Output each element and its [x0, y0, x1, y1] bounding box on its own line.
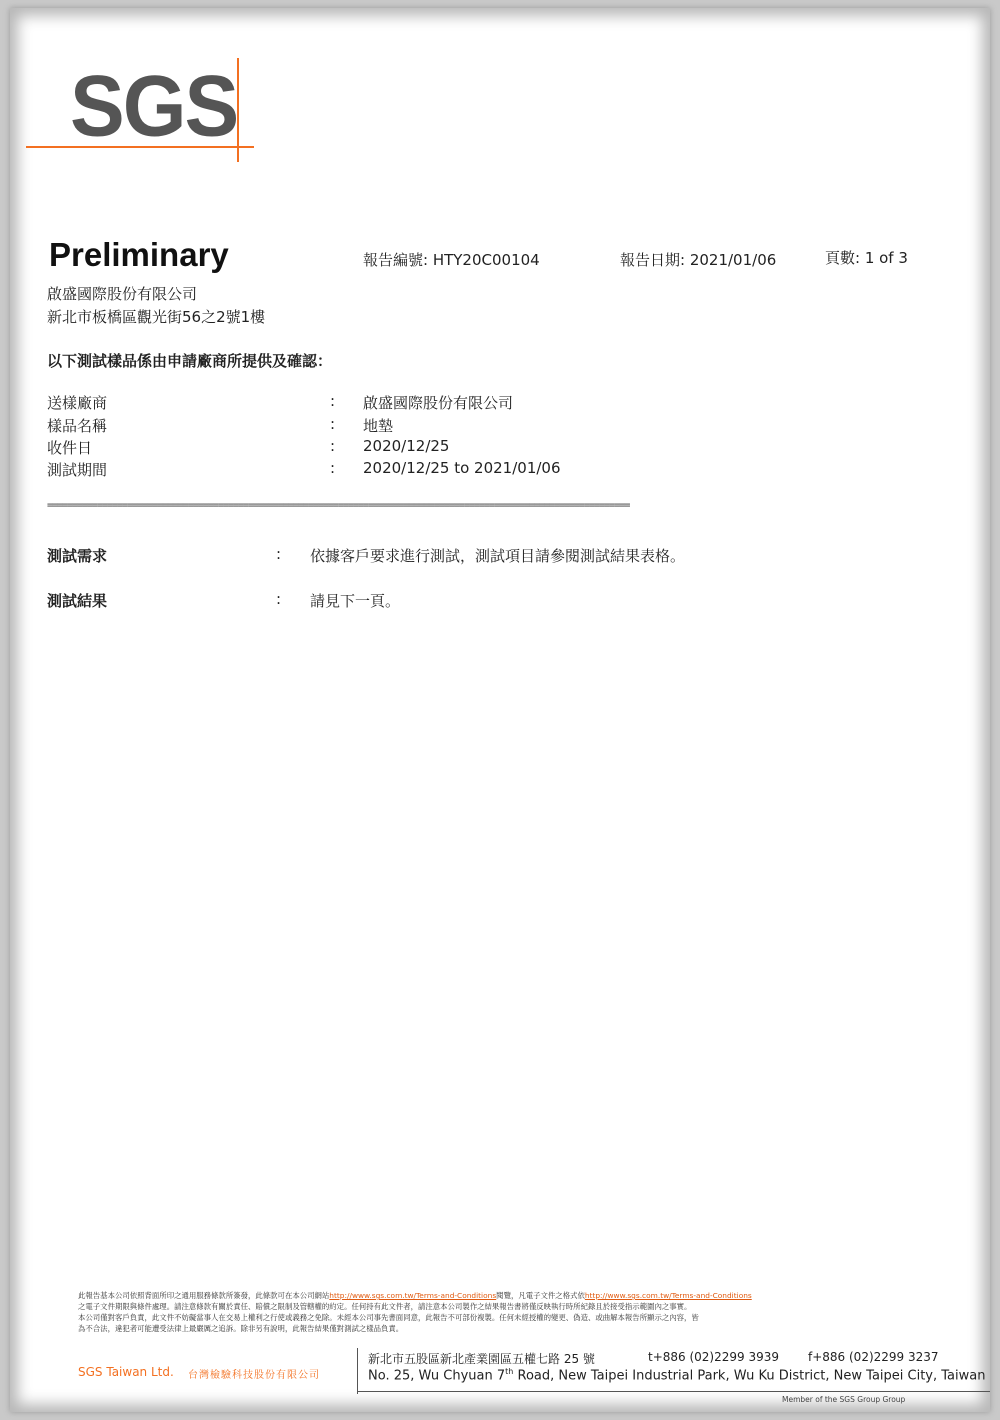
disclaimer-line: [78, 1291, 752, 1301]
report-status: Preliminary: [49, 236, 229, 273]
sample-colon: :: [330, 392, 336, 410]
sample-label: 樣品名稱: [47, 417, 108, 435]
footer-member-note: Member of the SGS Group Group: [782, 1395, 906, 1404]
requirements-label: 測試需求: [47, 547, 108, 565]
results-colon: :: [276, 590, 282, 608]
report-date: 報告日期: 2021/01/06: [620, 251, 777, 269]
report-page: [10, 8, 990, 1412]
intro-statement: 以下測試樣品係由申請廠商所提供及確認：: [47, 352, 333, 370]
address-en-superscript: th: [505, 1367, 514, 1376]
terms-link[interactable]: http://www.sgs.com.tw/Terms-and-Conditions: [329, 1291, 497, 1300]
sample-value: 地墊: [363, 417, 394, 435]
results-value: 請見下一頁。: [310, 592, 401, 610]
sample-value: 啟盛國際股份有限公司: [363, 394, 514, 412]
disclaimer-line: 本公司僅對客戶負責，此文件不妨礙當事人在交易上權利之行使或義務之免除。未經本公司事先書面同意，此報告不可部份複製。任何未經授權的變更、偽造、或曲解本報告所顯示之內容，皆: [78, 1313, 699, 1322]
page-count: 頁數: 1 of 3: [825, 249, 908, 267]
footer-company-en: SGS Taiwan Ltd.: [78, 1365, 174, 1379]
footer-phone: t+886 (02)2299 3939: [648, 1350, 780, 1364]
requirements-value: 依據客戶要求進行測試，測試項目請參閱測試結果表格。: [310, 547, 686, 565]
sample-value: 2020/12/25: [363, 437, 450, 455]
separator-line: ====================================================================================================================: [47, 502, 630, 510]
disclaimer-line: 之電子文件期限與條件處理。請注意條款有關於責任、賠償之限制及管轄權的約定。任何持有此文件者，請注意本公司製作之結果報告書將僅反映執行時所紀錄且於接受指示範圍內之事實。: [78, 1302, 692, 1311]
sgs-logo: [26, 58, 256, 168]
disclaimer-line: 為不合法，違犯者可能遭受法律上最嚴厲之追訴。除非另有說明，此報告結果僅對測試之樣品負責。: [78, 1324, 404, 1333]
footer-company-zh: 台灣檢驗科技股份有限公司: [188, 1370, 320, 1381]
sample-label: 收件日: [47, 439, 93, 457]
client-name: 啟盛國際股份有限公司: [47, 285, 198, 303]
sample-value: 2020/12/25 to 2021/01/06: [363, 459, 561, 477]
address-en-part: No. 25, Wu Chyuan 7: [368, 1368, 506, 1384]
sample-label: 送樣廠商: [47, 394, 108, 412]
report-number: 報告編號: HTY20C00104: [363, 251, 540, 269]
terms-link[interactable]: http://www.sgs.com.tw/Terms-and-Conditions: [584, 1291, 752, 1300]
logo-text: SGS: [70, 59, 238, 155]
results-label: 測試結果: [47, 592, 108, 610]
address-en-part: Road, New Taipei Industrial Park, Wu Ku District, New Taipei City, Taiwan: [513, 1368, 986, 1384]
sample-colon: :: [330, 415, 336, 433]
requirements-colon: :: [276, 545, 282, 563]
sample-colon: :: [330, 437, 336, 455]
footer-address-zh: 新北市五股區新北產業園區五權七路 25 號: [368, 1352, 595, 1366]
footer-divider-vertical: [357, 1348, 358, 1394]
footer-divider-horizontal: [357, 1391, 990, 1392]
footer-fax: f+886 (02)2299 3237: [808, 1350, 939, 1364]
disclaimer-text-part: 閱覽，凡電子文件之格式依: [496, 1291, 585, 1300]
footer-address-en: [368, 1367, 985, 1383]
sample-colon: :: [330, 459, 336, 477]
disclaimer-text-part: 此報告基本公司依照背面所印之通用服務條款所簽發，此條款可在本公司網站: [78, 1291, 330, 1300]
logo-vertical-line: [237, 58, 239, 162]
client-address: 新北市板橋區觀光街56之2號1樓: [47, 308, 266, 326]
sample-label: 測試期間: [47, 461, 108, 479]
